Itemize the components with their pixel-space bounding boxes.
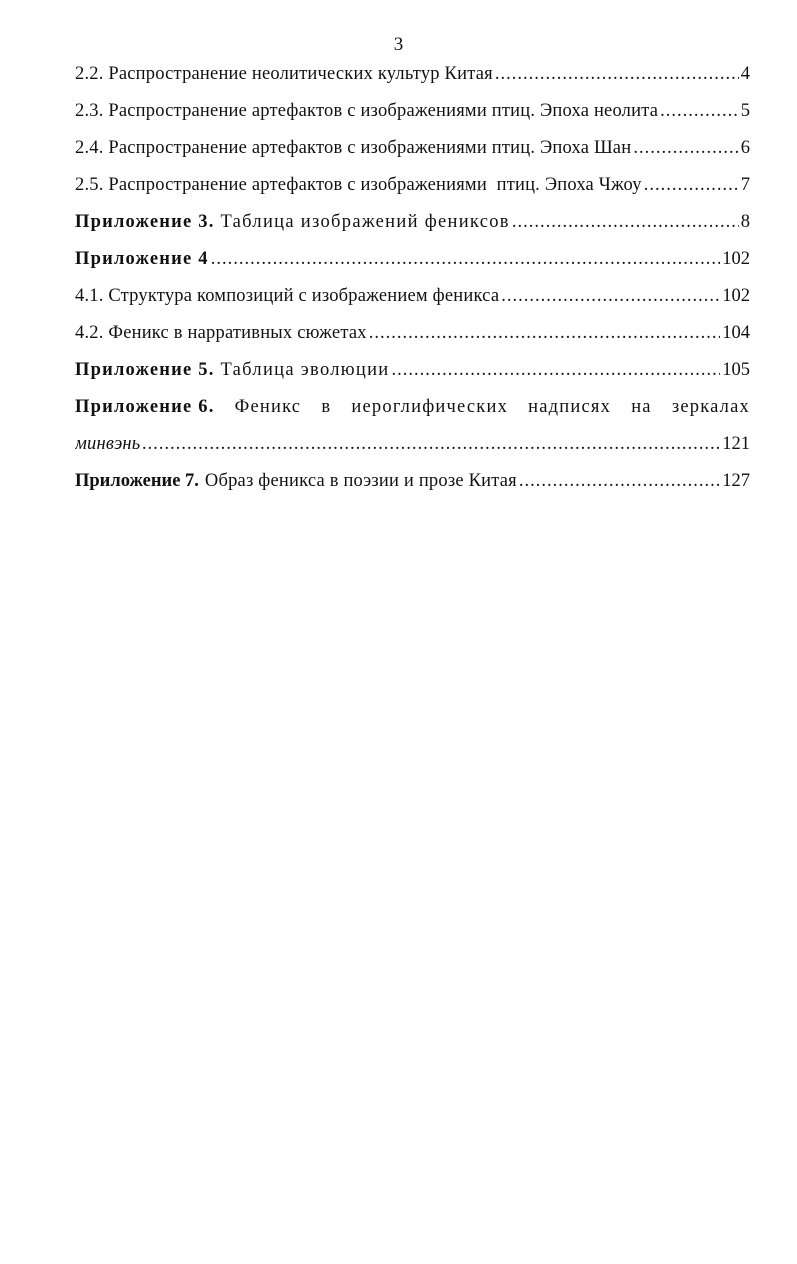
toc-leader-dots [519, 471, 720, 492]
toc-entry-page: 121 [722, 434, 750, 454]
toc-leader-dots [142, 434, 720, 455]
toc-entry-word: в [321, 397, 332, 417]
toc-entry-page: 102 [722, 249, 750, 269]
toc-entry-title: 2.3. Распространение артефактов с изображениями птиц. Эпоха неолита [75, 101, 659, 121]
toc-entry-page: 7 [740, 175, 750, 195]
toc-entry-title-continuation: минвэнь [75, 434, 141, 454]
toc-entry-title: Таблица изображений фениксов [220, 212, 510, 232]
toc-entry-page: 6 [740, 138, 750, 158]
toc-entry-word: на [631, 397, 652, 417]
toc-leader-dots [644, 175, 739, 196]
toc-entry-page: 102 [722, 286, 750, 306]
toc-entry-page: 105 [722, 360, 750, 380]
toc-entry [75, 138, 750, 175]
toc-entry-continuation [75, 434, 750, 471]
toc-entry [75, 323, 750, 360]
toc-leader-dots [495, 64, 739, 85]
toc-entry-title: Таблица эволюции [220, 360, 390, 380]
toc-entry [75, 360, 750, 397]
toc-entry [75, 64, 750, 101]
toc-entry [75, 175, 750, 212]
toc-entry-page: 5 [740, 101, 750, 121]
toc-entry [75, 212, 750, 249]
toc-entry-lead: Приложение 5. [75, 360, 215, 380]
toc-entry [75, 471, 750, 508]
toc-entry-title: 4.1. Структура композиций с изображением феникса [75, 286, 500, 306]
toc-entry-lead: Приложение 3. [75, 212, 215, 232]
toc-entry-page: 8 [740, 212, 750, 232]
toc-entry-word: надписях [528, 397, 612, 417]
table-of-contents [75, 64, 750, 508]
toc-entry-title: Образ феникса в поэзии и прозе Китая [204, 471, 517, 491]
toc-entry-lead: Приложение 4 [75, 249, 209, 269]
toc-entry-word: иероглифических [351, 397, 509, 417]
toc-entry [75, 101, 750, 138]
toc-entry-page: 104 [722, 323, 750, 343]
toc-entry-title: 2.4. Распространение артефактов с изображениями птиц. Эпоха Шан [75, 138, 632, 158]
toc-leader-dots [392, 360, 721, 381]
toc-leader-dots [660, 101, 739, 122]
toc-entry-page: 127 [722, 471, 750, 491]
toc-entry-lead: Приложение 6. [75, 397, 215, 417]
page-number: 3 [393, 34, 404, 55]
toc-entry-word: Феникс [234, 397, 302, 417]
toc-entry [75, 286, 750, 323]
toc-entry [75, 249, 750, 286]
toc-entry-multiline [75, 397, 750, 434]
toc-leader-dots [633, 138, 738, 159]
toc-leader-dots [211, 249, 721, 270]
toc-entry-page: 4 [740, 64, 750, 84]
toc-entry-lead: Приложение 7. [75, 471, 199, 491]
toc-leader-dots [501, 286, 720, 307]
toc-leader-dots [369, 323, 721, 344]
toc-entry-title: 2.5. Распространение артефактов с изображениями птиц. Эпоха Чжоу [75, 175, 642, 195]
toc-entry-title: 2.2. Распространение неолитических культур Китая [75, 64, 493, 84]
toc-leader-dots [512, 212, 739, 233]
toc-entry-word: зеркалах [671, 397, 750, 417]
toc-entry-title: 4.2. Феникс в нарративных сюжетах [75, 323, 367, 343]
